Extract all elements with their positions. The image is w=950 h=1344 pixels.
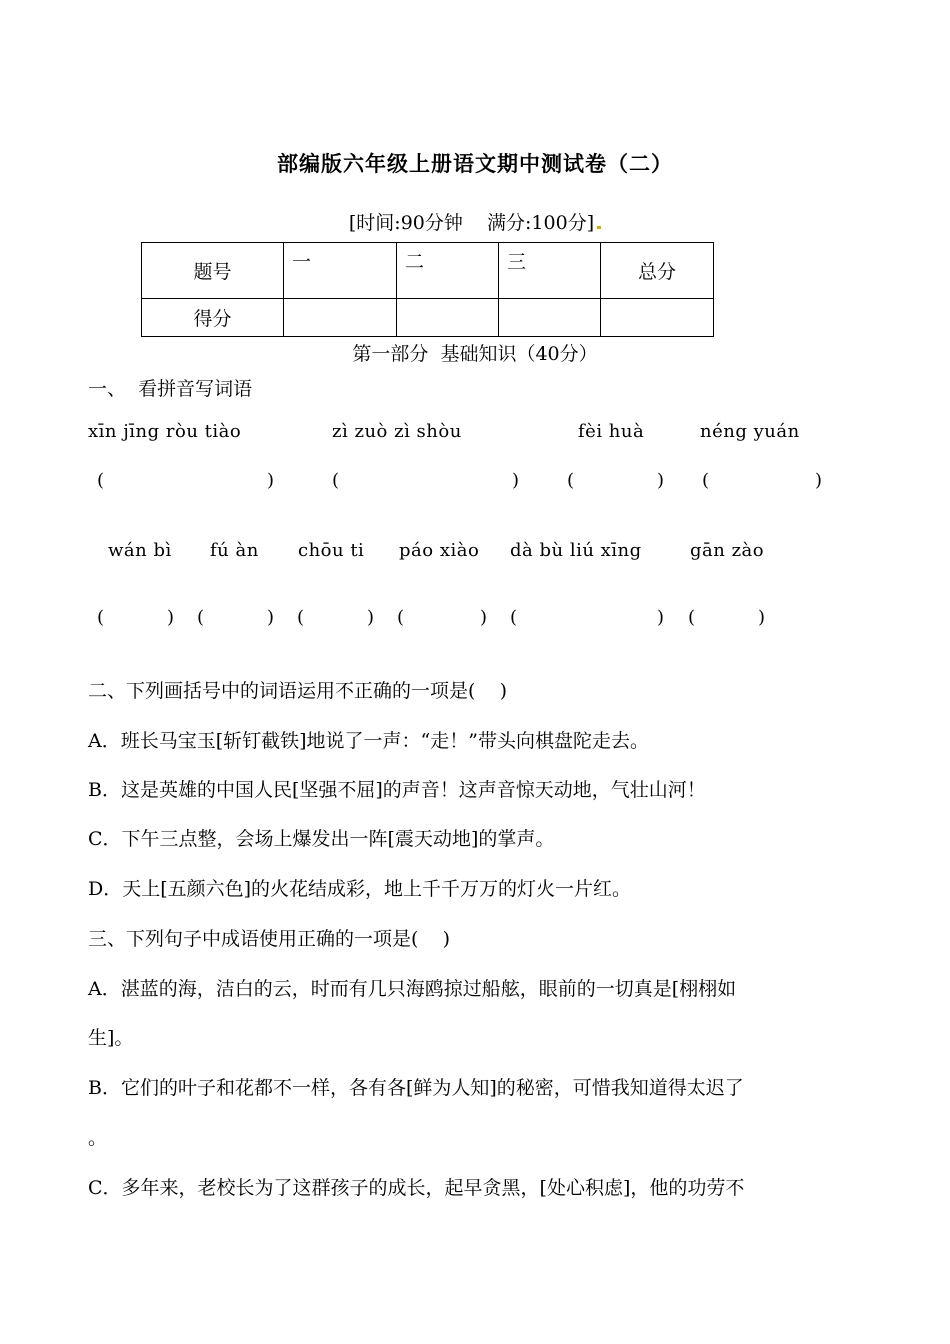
score-header-col-1: 一 [284, 243, 397, 299]
answer-close-paren: ) [758, 607, 766, 628]
score-table [141, 242, 714, 337]
answer-open-paren: ( [97, 607, 105, 628]
score-cell-3[interactable] [499, 299, 601, 337]
answer-close-paren: ) [167, 607, 175, 628]
answer-open-paren: ( [197, 607, 205, 628]
answer-open-paren: ( [332, 470, 340, 491]
q3-title: 三、下列句子中成语使用正确的一项是( ) [88, 928, 450, 950]
pinyin-5: wán bì [108, 540, 172, 561]
q1-title: 一、 看拼音写词语 [88, 378, 253, 400]
pinyin-1: xīn jīng ròu tiào [88, 421, 242, 442]
answer-open-paren: ( [97, 470, 105, 491]
q3-option-a-line1: A．湛蓝的海，洁白的云，时而有几只海鸥掠过船舷，眼前的一切真是[栩栩如 [88, 978, 737, 1000]
answer-open-paren: ( [510, 607, 518, 628]
pinyin-3: fèi huà [578, 421, 645, 442]
answer-open-paren: ( [702, 470, 710, 491]
score-cell-2[interactable] [397, 299, 499, 337]
answer-close-paren: ) [480, 607, 488, 628]
answer-close-paren: ) [267, 470, 275, 491]
pinyin-2: zì zuò zì shòu [332, 421, 462, 442]
q3-option-c-line1: C．多年来，老校长为了这群孩子的成长，起早贪黑，[处心积虑]，他的功劳不 [88, 1177, 745, 1199]
pinyin-4: néng yuán [700, 421, 800, 442]
answer-close-paren: ) [267, 607, 275, 628]
pinyin-7: chōu ti [298, 540, 365, 561]
exam-info [0, 208, 950, 235]
q2-option-d: D．天上[五颜六色]的火花结成彩，地上千千万万的灯火一片红。 [88, 878, 632, 900]
pinyin-9: dà bù liú xīng [510, 540, 642, 561]
answer-close-paren: ) [657, 470, 665, 491]
exam-info-text: [时间:90分钟 满分:100分] [348, 212, 595, 234]
score-header-col-2: 二 [397, 243, 499, 299]
score-cell-1[interactable] [284, 299, 397, 337]
score-header-col-3: 三 [499, 243, 601, 299]
part1-title: 第一部分 基础知识（40分） [352, 343, 598, 365]
q2-title: 二、下列画括号中的词语运用不正确的一项是( ) [88, 680, 507, 702]
pinyin-6: fú àn [210, 540, 259, 561]
answer-open-paren: ( [397, 607, 405, 628]
score-header-label: 题号 [142, 243, 284, 299]
page-title: 部编版六年级上册语文期中测试卷（二） [277, 151, 673, 176]
q3-option-b-line2: 。 [88, 1127, 108, 1149]
score-row-label: 得分 [142, 299, 284, 337]
answer-open-paren: ( [688, 607, 696, 628]
answer-close-paren: ) [367, 607, 375, 628]
answer-close-paren: ) [815, 470, 823, 491]
score-header-total: 总分 [601, 243, 714, 299]
answer-close-paren: ) [657, 607, 665, 628]
answer-close-paren: ) [512, 470, 520, 491]
answer-open-paren: ( [297, 607, 305, 628]
score-cell-total[interactable] [601, 299, 714, 337]
q2-option-c: C．下午三点整，会场上爆发出一阵[震天动地]的掌声。 [88, 828, 555, 850]
q2-option-a: A．班长马宝玉[斩钉截铁]地说了一声：“走！”带头向棋盘陀走去。 [88, 730, 649, 752]
pinyin-10: gān zào [690, 540, 765, 561]
q3-option-a-line2: 生]。 [88, 1027, 134, 1049]
score-table-header-row [142, 243, 714, 299]
q3-option-b-line1: B．它们的叶子和花都不一样，各有各[鲜为人知]的秘密，可惜我知道得太迟了 [88, 1077, 744, 1099]
answer-open-paren: ( [567, 470, 575, 491]
mark-dot [597, 226, 601, 229]
pinyin-8: páo xiào [399, 540, 480, 561]
score-table-score-row [142, 299, 714, 337]
q2-option-b: B．这是英雄的中国人民[坚强不屈]的声音！这声音惊天动地，气壮山河！ [88, 779, 706, 801]
